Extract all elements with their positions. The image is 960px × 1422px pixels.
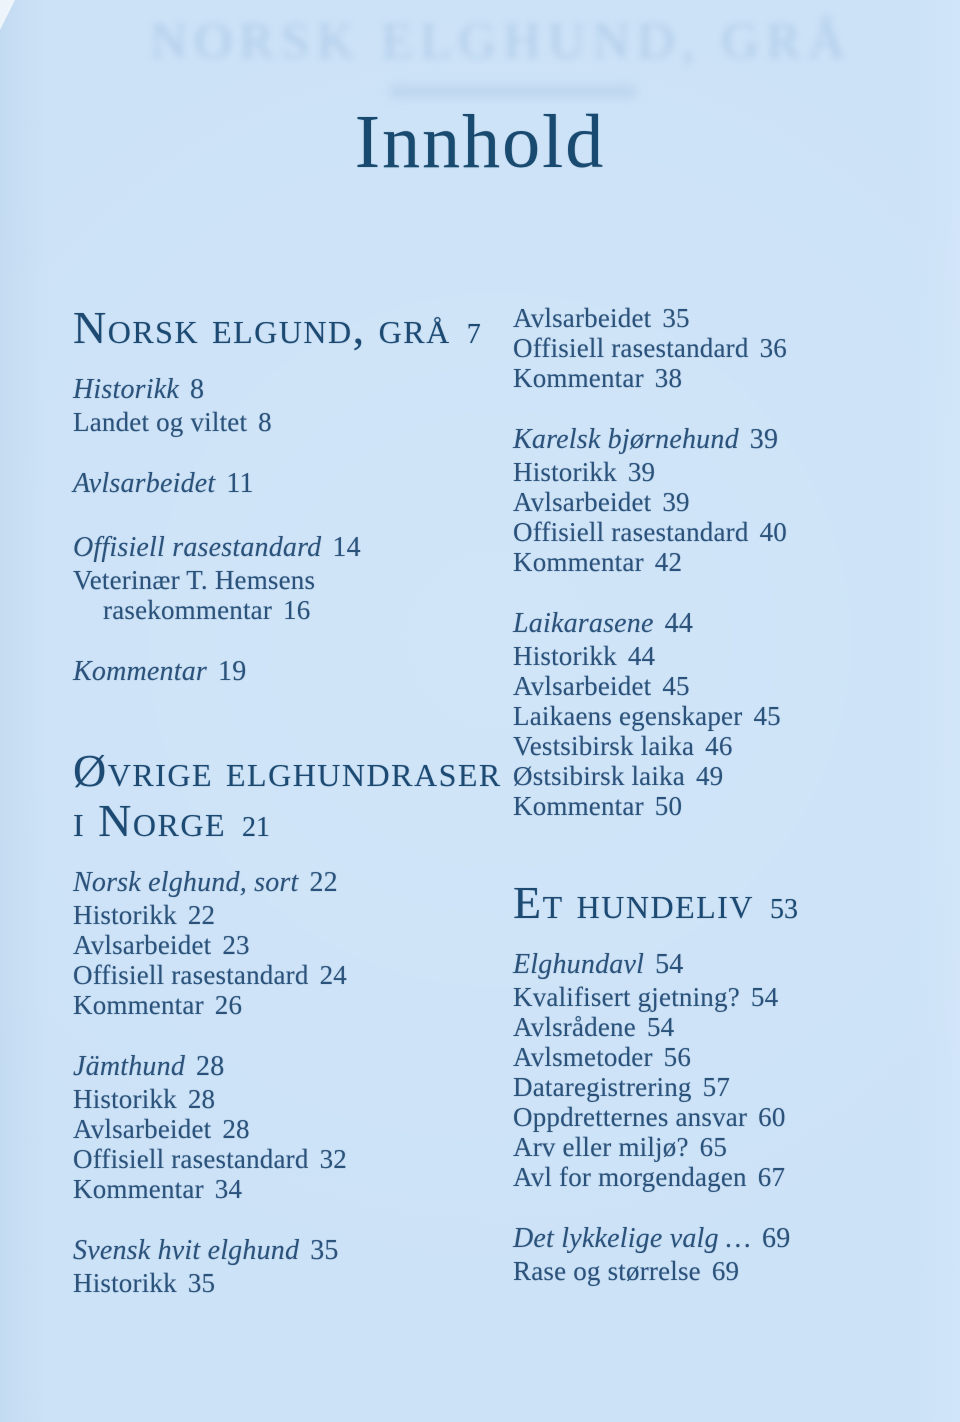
- toc-entry: [73, 1144, 503, 1174]
- page-number: 26: [214, 990, 243, 1020]
- toc-entry-label: Kommentar: [513, 547, 644, 577]
- page-number: 60: [758, 1102, 786, 1132]
- toc-entry: [513, 333, 953, 363]
- page-number: 54: [646, 1012, 675, 1042]
- toc-section-heading: [73, 303, 503, 360]
- page-number: 28: [222, 1114, 250, 1144]
- toc-section-heading: [73, 746, 503, 853]
- page-number: 28: [187, 1084, 216, 1114]
- toc-entry: [513, 547, 953, 577]
- toc-entry-label: Historikk: [73, 1084, 177, 1114]
- toc-section-heading: [513, 878, 953, 935]
- toc-entry: [513, 363, 953, 393]
- toc-entry: [513, 1222, 953, 1256]
- toc-entry-label: Offisiell rasestandard: [73, 960, 309, 990]
- page-number: 8: [190, 374, 205, 405]
- toc-entry: [513, 641, 953, 671]
- page-title: Innhold: [354, 100, 606, 184]
- page-number: 14: [332, 532, 361, 563]
- toc-entry-label: Dataregistrering: [513, 1072, 692, 1102]
- page-number: 28: [196, 1051, 225, 1082]
- toc-group: [73, 1234, 503, 1298]
- toc-entry: [513, 761, 953, 791]
- toc-entry: [73, 1084, 503, 1114]
- toc-entry-label: Avlsarbeidet: [73, 1114, 212, 1144]
- toc-entry-label: Avlsarbeidet: [73, 468, 216, 499]
- toc-entry: [513, 731, 953, 761]
- toc-entry: [73, 655, 503, 689]
- toc-entry-label: Offisiell rasestandard: [73, 1144, 309, 1174]
- toc-entry-label: Historikk: [73, 900, 177, 930]
- toc-entry-label: Kommentar: [513, 363, 644, 393]
- toc-group: [513, 607, 953, 821]
- toc-entry-label: Avlsarbeidet: [513, 303, 652, 333]
- toc-group: [73, 866, 503, 1020]
- page-number: 36: [759, 333, 787, 363]
- toc-group: [73, 531, 503, 625]
- toc-entry-label: Svensk hvit elghund: [73, 1235, 300, 1266]
- toc-entry: [73, 990, 503, 1020]
- toc-entry-label: Offisiell rasestandard: [513, 517, 749, 547]
- toc-entry-label: Historikk: [513, 457, 617, 487]
- toc-entry: [513, 948, 953, 982]
- toc-entry-label: Rase og størrelse: [513, 1256, 701, 1286]
- toc-group: [513, 948, 953, 1192]
- toc-entry: [73, 1050, 503, 1084]
- toc-entry: [73, 1174, 503, 1204]
- page-number: 44: [627, 641, 656, 671]
- page-number: 35: [187, 1268, 216, 1298]
- toc-heading-line: [73, 796, 503, 853]
- toc-entry: [513, 1102, 953, 1132]
- toc-entry-label: Kvalifisert gjetning?: [513, 982, 740, 1012]
- page-number: 19: [218, 656, 247, 687]
- toc-entry: [73, 531, 503, 565]
- page-number: 22: [187, 900, 216, 930]
- toc-column-right: [513, 303, 953, 1286]
- page-number: 39: [749, 424, 779, 455]
- page-number: 39: [662, 487, 690, 517]
- page-number: 32: [319, 1144, 347, 1174]
- toc-entry-label: Oppdretternes ansvar: [513, 1102, 748, 1132]
- toc-entry: [73, 565, 503, 595]
- toc-heading-text: Norsk elgund, grå: [73, 302, 451, 353]
- page-number: 38: [654, 363, 683, 393]
- page-number: 49: [695, 761, 724, 791]
- toc-entry-label: Kommentar: [73, 990, 204, 1020]
- toc-entry: [73, 930, 503, 960]
- page-number: 42: [654, 547, 683, 577]
- toc-entry: [73, 595, 503, 625]
- toc-entry: [513, 517, 953, 547]
- toc-entry: [73, 866, 503, 900]
- page-number: 69: [711, 1256, 740, 1286]
- toc-entry-label: Avlsarbeidet: [73, 930, 212, 960]
- toc-entry-label: Landet og viltet: [73, 407, 248, 437]
- toc-entry: [513, 701, 953, 731]
- page-number: 45: [662, 671, 690, 701]
- toc-group: [513, 423, 953, 577]
- toc-entry-label: Kommentar: [513, 791, 644, 821]
- toc-group: [513, 1222, 953, 1286]
- toc-entry: [73, 407, 503, 437]
- toc-entry-label: Offisiell rasestandard: [73, 532, 322, 563]
- toc-entry: [513, 1072, 953, 1102]
- toc-entry-label: Avlsrådene: [513, 1012, 636, 1042]
- toc-entry-label: Laikarasene: [513, 608, 654, 639]
- toc-entry: [513, 1042, 953, 1072]
- toc-entry: [73, 900, 503, 930]
- page-number: 54: [750, 982, 779, 1012]
- toc-entry-label: Kommentar: [73, 656, 208, 687]
- toc-entry-label: Historikk: [73, 1268, 177, 1298]
- toc-entry-label: Veterinær T. Hemsens: [73, 565, 316, 595]
- toc-entry: [73, 1268, 503, 1298]
- page-number: 69: [762, 1223, 791, 1254]
- page-number: 35: [310, 1235, 339, 1266]
- page-number: 11: [226, 468, 254, 499]
- toc-heading-text: i Norge: [73, 795, 226, 846]
- toc-entry-label: Historikk: [73, 374, 180, 405]
- page-number: 34: [214, 1174, 243, 1204]
- toc-entry-label: Arv eller miljø?: [513, 1132, 689, 1162]
- bleedthrough-smudge: [388, 84, 638, 99]
- toc-entry: [73, 1114, 503, 1144]
- toc-entry-label: Avlsarbeidet: [513, 487, 652, 517]
- toc-entry-label: Kommentar: [73, 1174, 204, 1204]
- toc-entry: [513, 303, 953, 333]
- page-number: 23: [222, 930, 250, 960]
- toc-entry: [513, 791, 953, 821]
- toc-entry-label: Det lykkelige valg …: [513, 1223, 752, 1254]
- page-number: 57: [702, 1072, 731, 1102]
- page-number: 65: [699, 1132, 728, 1162]
- page-number: 24: [319, 960, 347, 990]
- page-number: 44: [664, 608, 694, 639]
- page-number: 46: [705, 731, 733, 761]
- page-number: 56: [663, 1042, 692, 1072]
- toc-entry: [513, 607, 953, 641]
- page-number: 8: [258, 407, 272, 437]
- toc-entry-label: Avl for morgendagen: [513, 1162, 747, 1192]
- toc-entry-label: Avlsmetoder: [513, 1042, 653, 1072]
- toc-entry: [73, 960, 503, 990]
- page-number: 67: [757, 1162, 786, 1192]
- toc-entry: [73, 373, 503, 407]
- page-number: 22: [309, 867, 338, 898]
- toc-group: [73, 1050, 503, 1204]
- page-corner-artifact: [0, 0, 15, 30]
- toc-entry: [73, 1234, 503, 1268]
- bleedthrough-text: NORSK ELGHUND, GRÅ: [150, 13, 853, 70]
- toc-entry-label: rasekommentar: [103, 595, 273, 625]
- page-number: 16: [283, 595, 311, 625]
- toc-entry: [73, 467, 503, 501]
- toc-entry: [513, 1012, 953, 1042]
- toc-group: [73, 655, 503, 689]
- page-number: 40: [759, 517, 787, 547]
- toc-entry-label: Norsk elghund, sort: [73, 867, 299, 898]
- page-number: 45: [753, 701, 781, 731]
- page-number: 21: [242, 812, 270, 843]
- toc-entry-label: Karelsk bjørnehund: [513, 424, 739, 455]
- toc-entry: [513, 487, 953, 517]
- toc-entry-label: Østsibirsk laika: [513, 761, 685, 791]
- toc-heading-text: Et hundeliv: [513, 877, 754, 928]
- toc-entry-label: Vestsibirsk laika: [513, 731, 695, 761]
- page-number: 39: [627, 457, 656, 487]
- toc-entry-label: Offisiell rasestandard: [513, 333, 749, 363]
- toc-entry: [513, 671, 953, 701]
- toc-entry: [513, 1162, 953, 1192]
- toc-entry: [513, 1256, 953, 1286]
- toc-entry-label: Laikaens egenskaper: [513, 701, 743, 731]
- page-number: 53: [769, 894, 798, 925]
- toc-entry: [513, 423, 953, 457]
- toc-heading-text: Øvrige elghundraser: [73, 745, 502, 796]
- toc-column-left: [73, 303, 503, 1298]
- toc-heading-line: [73, 746, 503, 796]
- page-number: 54: [655, 949, 684, 980]
- toc-group: [73, 373, 503, 437]
- page-number: 50: [654, 791, 683, 821]
- toc-entry-label: Jämthund: [73, 1051, 186, 1082]
- toc-group: [73, 467, 503, 501]
- toc-group: [513, 303, 953, 393]
- toc-entry: [513, 982, 953, 1012]
- toc-heading-line: [513, 878, 953, 935]
- page-number: 35: [662, 303, 690, 333]
- toc-heading-line: [73, 303, 503, 360]
- page-number: 7: [466, 319, 481, 350]
- toc-entry-label: Elghundavl: [513, 949, 645, 980]
- toc-entry: [513, 457, 953, 487]
- toc-entry-label: Avlsarbeidet: [513, 671, 652, 701]
- toc-entry: [513, 1132, 953, 1162]
- toc-entry-label: Historikk: [513, 641, 617, 671]
